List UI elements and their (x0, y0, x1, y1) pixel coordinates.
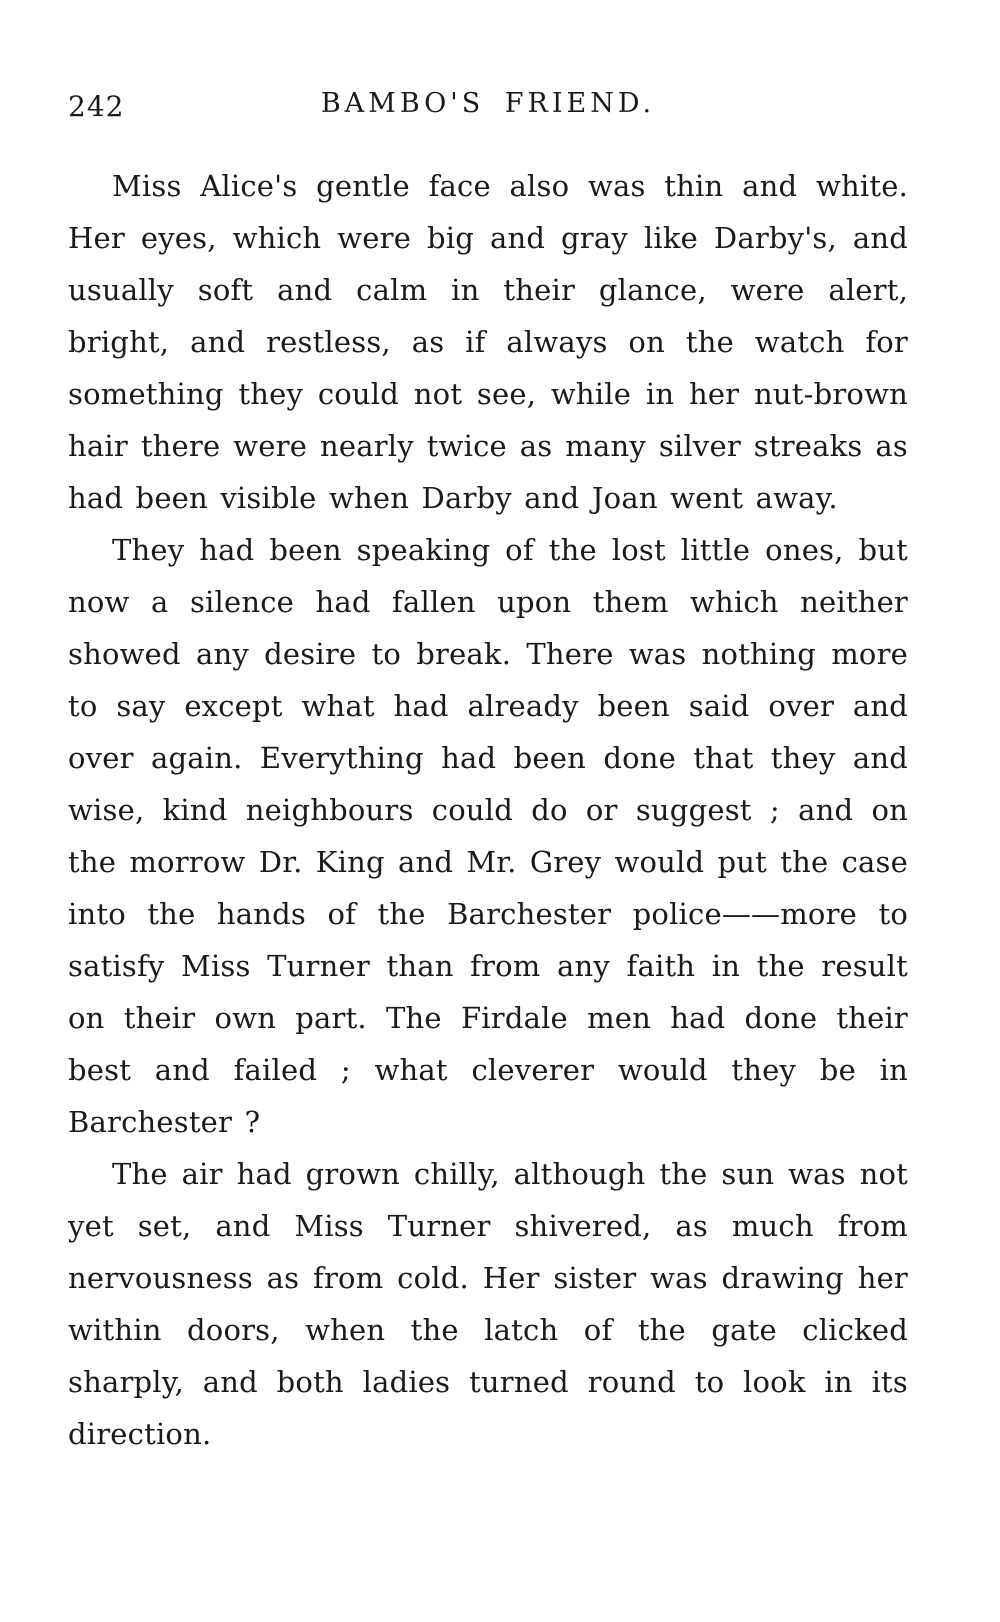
paragraph: The air had grown chilly, although the sun was not yet set, and Miss Turner shivered, as much from nervousness as from cold. Her sister was drawing her within doors, when the latch of the gate clicked sharply, and both ladies turned round to look in its direction. (68, 1157, 908, 1451)
paragraph: They had been speaking of the lost little ones, but now a silence had fallen upon them which neither showed any desire to break. There was nothing more to say except what had already been said over and over again. Everything had been done that they and wise, kind neighbours could do or suggest ; and on the morrow Dr. King and Mr. Grey would put the case into the hands of the Barchester police——more to satisfy Miss Turner than from any faith in the result on their own part. The Firdale men had done their best and failed ; what cleverer would they be in Barchester ? (68, 533, 908, 1139)
chapter-header: BAMBO'S FRIEND. (320, 88, 656, 119)
body-text (68, 160, 908, 1460)
running-head (68, 88, 908, 132)
paragraph: Miss Alice's gentle face also was thin and white. Her eyes, which were big and gray like Darby's, and usually soft and calm in their glance, were alert, bright, and restless, as if always on the watch for something they could not see, while in her nut-brown hair there were nearly twice as many silver streaks as had been visible when Darby and Joan went away. (68, 169, 908, 515)
page-number: 242 (68, 90, 125, 123)
page-content (68, 88, 908, 1460)
